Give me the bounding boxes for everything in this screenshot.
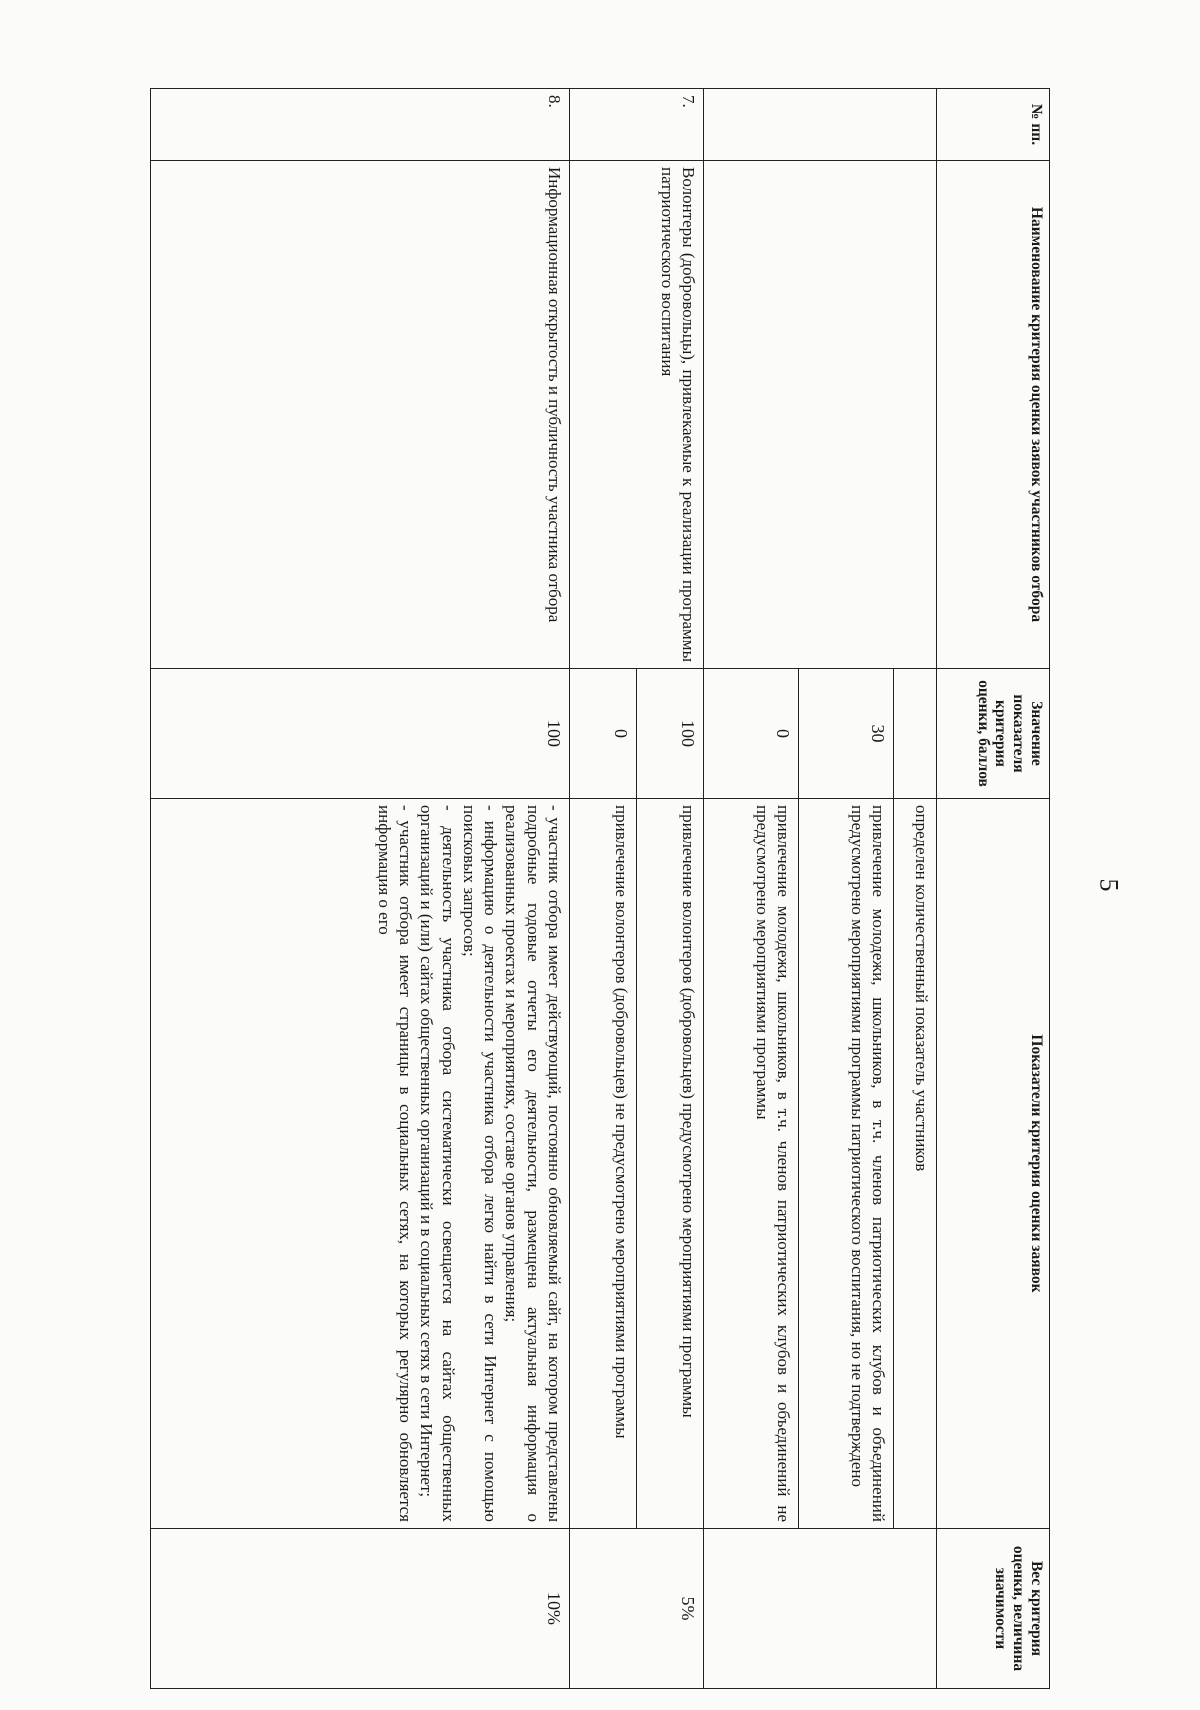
cell-number: 7. xyxy=(570,89,704,161)
header-criterion-name: Наименование критерия оценки заявок участников отбора xyxy=(937,161,1050,669)
criteria-table xyxy=(150,88,1050,1689)
table-row xyxy=(894,89,937,1689)
indicator-line: - деятельность участника отбора систематически освещается на сайтах общественных организаций и (или) сайтах общественных организаций и в социальных сетях в сети Интернет; xyxy=(417,805,458,1522)
cell-criterion-name: Волонтеры (добровольцы), привлекаемые к реализации программы патриотического воспитания xyxy=(570,161,704,669)
table-row xyxy=(637,89,704,1689)
indicator-line: - участник отбора имеет действующий, постоянно обновляемый сайт, на котором представлены подробные годовые отчеты его деятельности, размещена актуальная информация о реализованных проектах и мероприятиях, составе органов управления; xyxy=(502,805,564,1522)
page-number: 5 xyxy=(1094,878,1124,892)
cell-value: 30 xyxy=(799,669,894,799)
header-weight: Вес критерия оценки, величина значимости xyxy=(937,1529,1050,1689)
cell-weight xyxy=(704,1529,937,1689)
cell-indicator xyxy=(151,799,570,1529)
table-header-row xyxy=(937,89,1050,1689)
cell-criterion-name: Информационная открытость и публичность участника отбора xyxy=(151,161,570,669)
rotated-table-wrapper xyxy=(90,88,1050,1688)
header-number: № пп. xyxy=(937,89,1050,161)
cell-value: 0 xyxy=(704,669,799,799)
cell-weight: 10% xyxy=(151,1529,570,1689)
cell-weight: 5% xyxy=(570,1529,704,1689)
cell-number: 8. xyxy=(151,89,570,161)
cell-indicator: привлечение волонтеров (добровольцев) предусмотрено мероприятиями программы xyxy=(637,799,704,1529)
cell-indicator: привлечение молодежи, школьников, в т.ч. членов патриотических клубов и объединений не предусмотрено мероприятиями программы xyxy=(704,799,799,1529)
cell-value xyxy=(894,669,937,799)
cell-value: 0 xyxy=(570,669,637,799)
indicator-line: - участник отбора имеет страницы в социальных сетях, на которых регулярно обновляется информация о его xyxy=(375,805,416,1522)
table-row xyxy=(151,89,570,1689)
cell-value: 100 xyxy=(151,669,570,799)
header-indicators: Показатели критерия оценки заявок xyxy=(937,799,1050,1529)
cell-indicator: определен количественный показатель участников xyxy=(894,799,937,1529)
header-indicator-value: Значение показателя критерия оценки, баллов xyxy=(937,669,1050,799)
cell-number xyxy=(704,89,937,161)
cell-value: 100 xyxy=(637,669,704,799)
cell-criterion-name xyxy=(704,161,937,669)
indicator-line: - информацию о деятельности участника отбора легко найти в сети Интернет с помощью поисковых запросов; xyxy=(460,805,501,1522)
cell-indicator: привлечение волонтеров (добровольцев) не предусмотрено мероприятиями программы xyxy=(570,799,637,1529)
cell-indicator: привлечение молодежи, школьников, в т.ч. членов патриотических клубов и объединений предусмотрено мероприятиями программы патриотического воспитания, но не подтверждено xyxy=(799,799,894,1529)
